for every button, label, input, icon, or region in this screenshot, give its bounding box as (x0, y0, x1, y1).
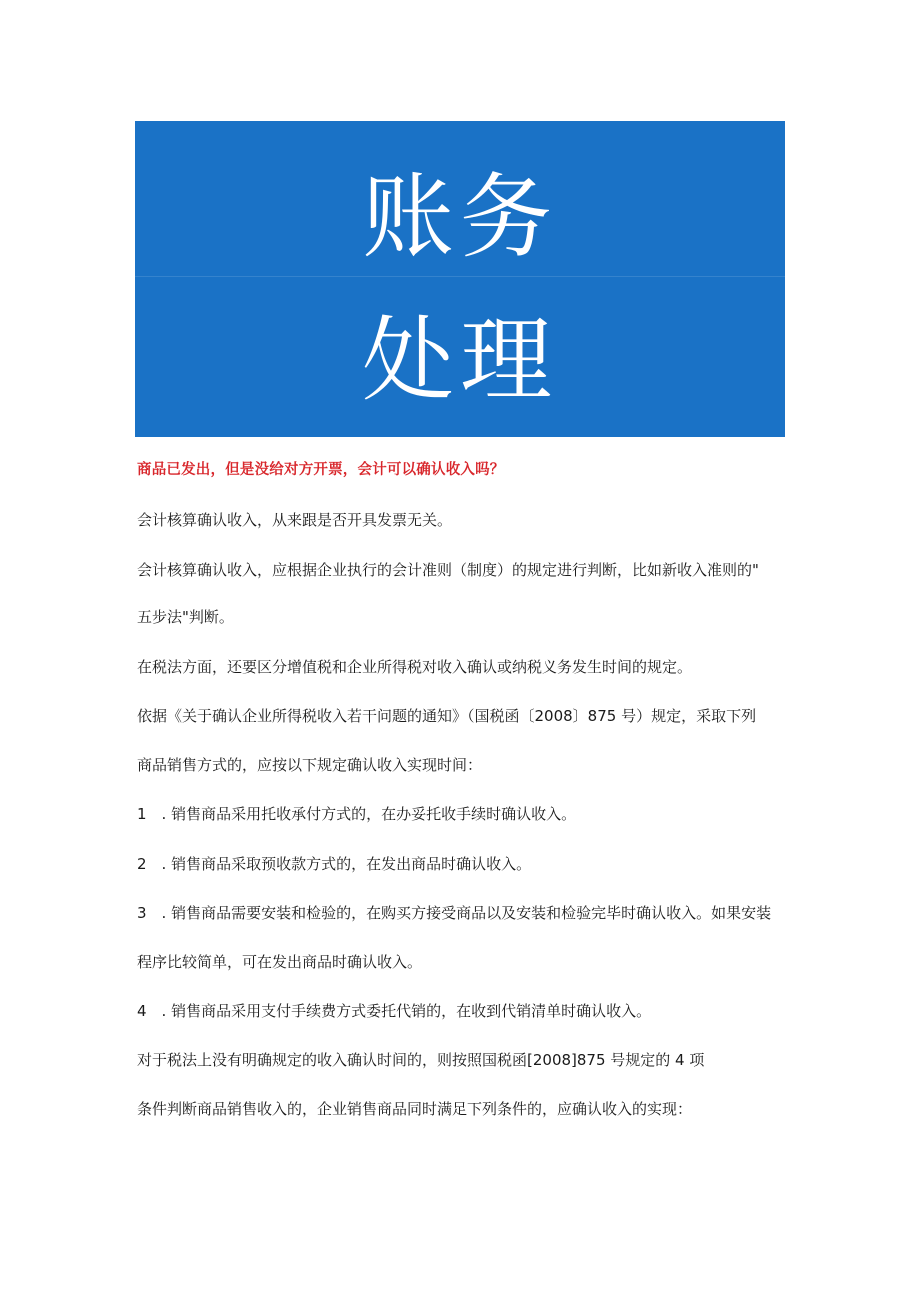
paragraph-3: 五步法"判断。 (137, 608, 234, 626)
list-item-3: 3 . 销售商品需要安装和检验的，在购买方接受商品以及安装和检验完毕时确认收入。如果安装 (137, 904, 772, 922)
title-banner (135, 121, 785, 437)
paragraph-4: 在税法方面，还要区分增值税和企业所得税对收入确认或纳税义务发生时间的规定。 (137, 658, 693, 676)
list-item-2: 2 . 销售商品采取预收款方式的，在发出商品时确认收入。 (137, 855, 532, 873)
paragraph-8: 条件判断商品销售收入的，企业销售商品同时满足下列条件的，应确认收入的实现： (137, 1100, 693, 1118)
paragraph-5: 依据《关于确认企业所得税收入若干问题的通知》（国税函〔2008〕875 号）规定，采取下列 (137, 707, 757, 725)
banner-title-line-2: 处理 (361, 307, 558, 414)
paragraph-1: 会计核算确认收入，从来跟是否开具发票无关。 (137, 511, 453, 529)
question-heading: 商品已发出，但是没给对方开票，会计可以确认收入吗？ (137, 462, 505, 478)
banner-title-line-1: 账务 (361, 164, 558, 271)
paragraph-6: 商品销售方式的，应按以下规定确认收入实现时间： (137, 756, 483, 774)
paragraph-7: 对于税法上没有明确规定的收入确认时间的，则按照国税函[2008]875 号规定的 4 项 (137, 1051, 705, 1069)
list-item-1: 1 . 销售商品采用托收承付方式的，在办妥托收手续时确认收入。 (137, 805, 577, 823)
paragraph-2: 会计核算确认收入，应根据企业执行的会计准则（制度）的规定进行判断，比如新收入准则的" (137, 561, 759, 579)
banner-divider (135, 276, 785, 277)
list-item-4: 4 . 销售商品采用支付手续费方式委托代销的，在收到代销清单时确认收入。 (137, 1002, 652, 1020)
list-item-3-continued: 程序比较简单，可在发出商品时确认收入。 (137, 953, 423, 971)
